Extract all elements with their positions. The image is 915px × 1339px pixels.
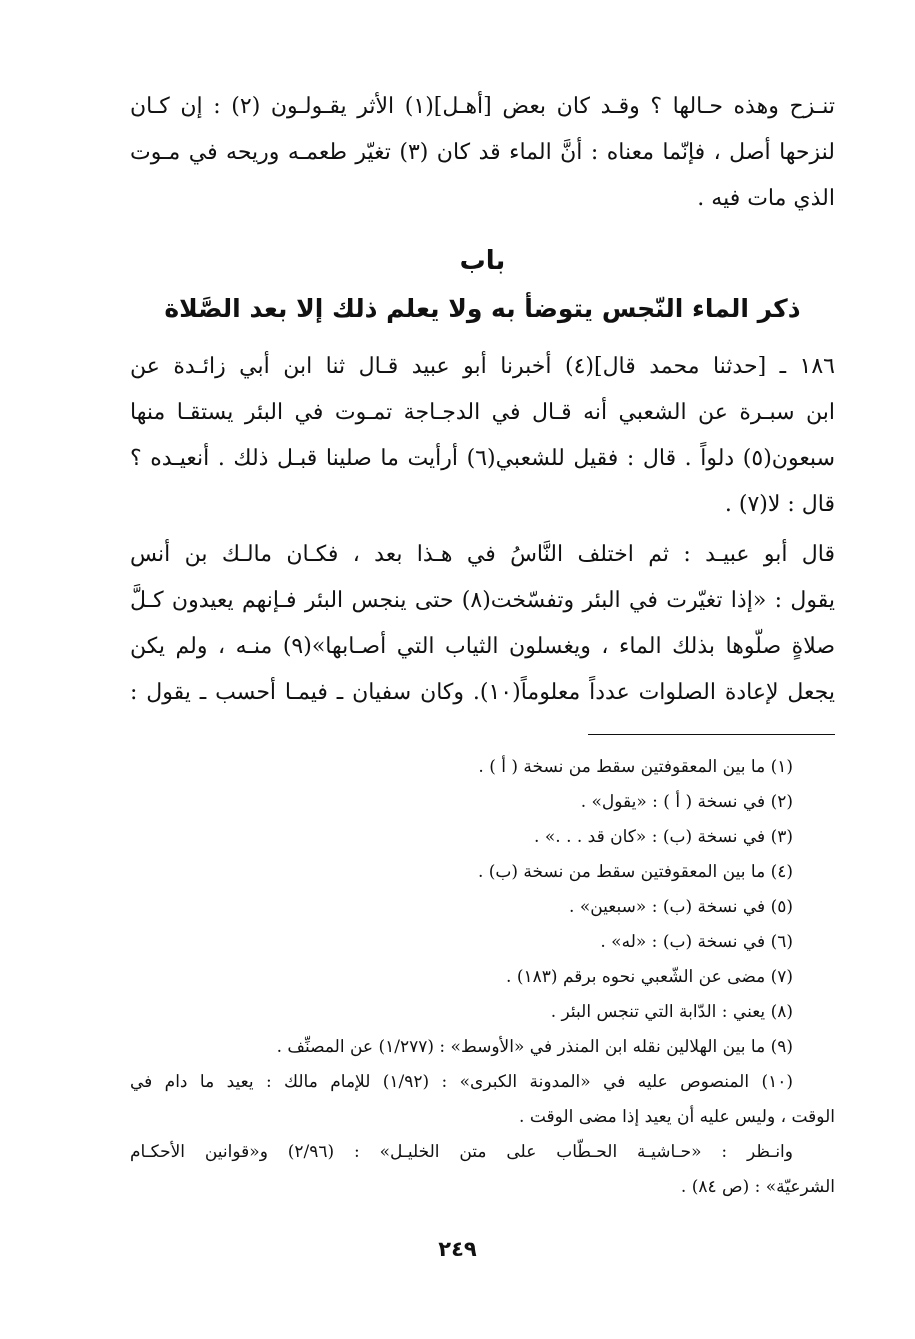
paragraph-abu-ubaid — [130, 532, 835, 716]
text-line: لنزحها أصل ، فإنّما معناه : أنَّ الماء قد كان (٣) تغيّر طعمـه وريحه في مـوت — [130, 140, 835, 165]
text-line: سبعون(٥) دلواً . قال : فقيل للشعبي(٦) أرأيت ما صلينا قبـل ذلك . أنعيـده ؟ — [130, 446, 835, 471]
footnote-separator — [588, 734, 835, 735]
chapter-title: باب — [459, 246, 506, 276]
text-line: قال أبو عبيـد : ثم اختلف النَّاسُ في هـذا بعد ، فكـان مالـك بن أنس — [130, 542, 835, 567]
footnote-10-see-also: وانـظر : «حـاشيـة الحـطّاب على متن الخليـل» : (٢/٩٦) و«قوانين الأحكـام — [130, 1142, 793, 1162]
footnote: (٦) في نسخة (ب) : «له» . — [600, 932, 793, 952]
text-line: الذي مات فيه . — [697, 186, 835, 211]
footnote: (٨) يعني : الدّابة التي تنجس البئر . — [550, 1002, 793, 1022]
footnote: (٥) في نسخة (ب) : «سبعين» . — [569, 897, 793, 917]
footnotes — [130, 750, 835, 1205]
footnote: (٣) في نسخة (ب) : «كان قد . . .» . — [534, 827, 793, 847]
footnote: (٩) ما بين الهلالين نقله ابن المنذر في «الأوسط» : (١/٢٧٧) عن المصنِّف . — [276, 1037, 793, 1057]
footnote-10-continuation: الوقت ، وليس عليه أن يعيد إذا مضى الوقت . — [519, 1107, 835, 1127]
text-line: ١٨٦ ـ [حدثنا محمد قال](٤) أخبرنا أبو عبيد قـال ثنا ابن أبي زائـدة عن — [130, 354, 835, 379]
paragraph-186 — [130, 344, 835, 528]
footnote-10-see-also-continuation: الشرعيّة» : (ص ٨٤) . — [680, 1177, 835, 1197]
page-number: ٢٤٩ — [438, 1237, 477, 1261]
intro-paragraph — [130, 84, 835, 222]
text-line: صلاةٍ صلّوها بذلك الماء ، ويغسلون الثياب التي أصـابها»(٩) منـه ، ولم يكن — [130, 634, 835, 659]
text-line: يجعل لإعادة الصلوات عدداً معلوماً(١٠). وكان سفيان ـ فيمـا أحسب ـ يقول : — [130, 680, 835, 705]
text-line: قال : لا(٧) . — [724, 492, 835, 517]
footnote: (٤) ما بين المعقوفتين سقط من نسخة (ب) . — [477, 862, 793, 882]
text-line: ابن سبـرة عن الشعبي أنه قـال في الدجـاجة تمـوت في البئر يستقـا منها — [130, 400, 835, 425]
chapter-subtitle: ذكر الماء النّجس يتوضأ به ولا يعلم ذلك إلا بعد الصَّلاة — [164, 294, 801, 323]
text-line: تنـزح وهذه حـالها ؟ وقـد كان بعض [أهـل](١) الأثر يقـولـون (٢) : إن كـان — [130, 94, 835, 119]
footnote: (٢) في نسخة ( أ ) : «يقول» . — [580, 792, 793, 812]
text-line: يقول : «إذا تغيّرت في البئر وتفسّخت(٨) حتى ينجس البئر فـإنهم يعيدون كـلَّ — [130, 588, 835, 613]
footnote: (٧) مضى عن الشّعبي نحوه برقم (١٨٣) . — [506, 967, 793, 987]
footnote: (١) ما بين المعقوفتين سقط من نسخة ( أ ) . — [478, 757, 793, 777]
footnote-10: (١٠) المنصوص عليه في «المدونة الكبرى» : (١/٩٢) للإمام مالك : يعيد ما دام في — [130, 1072, 793, 1092]
